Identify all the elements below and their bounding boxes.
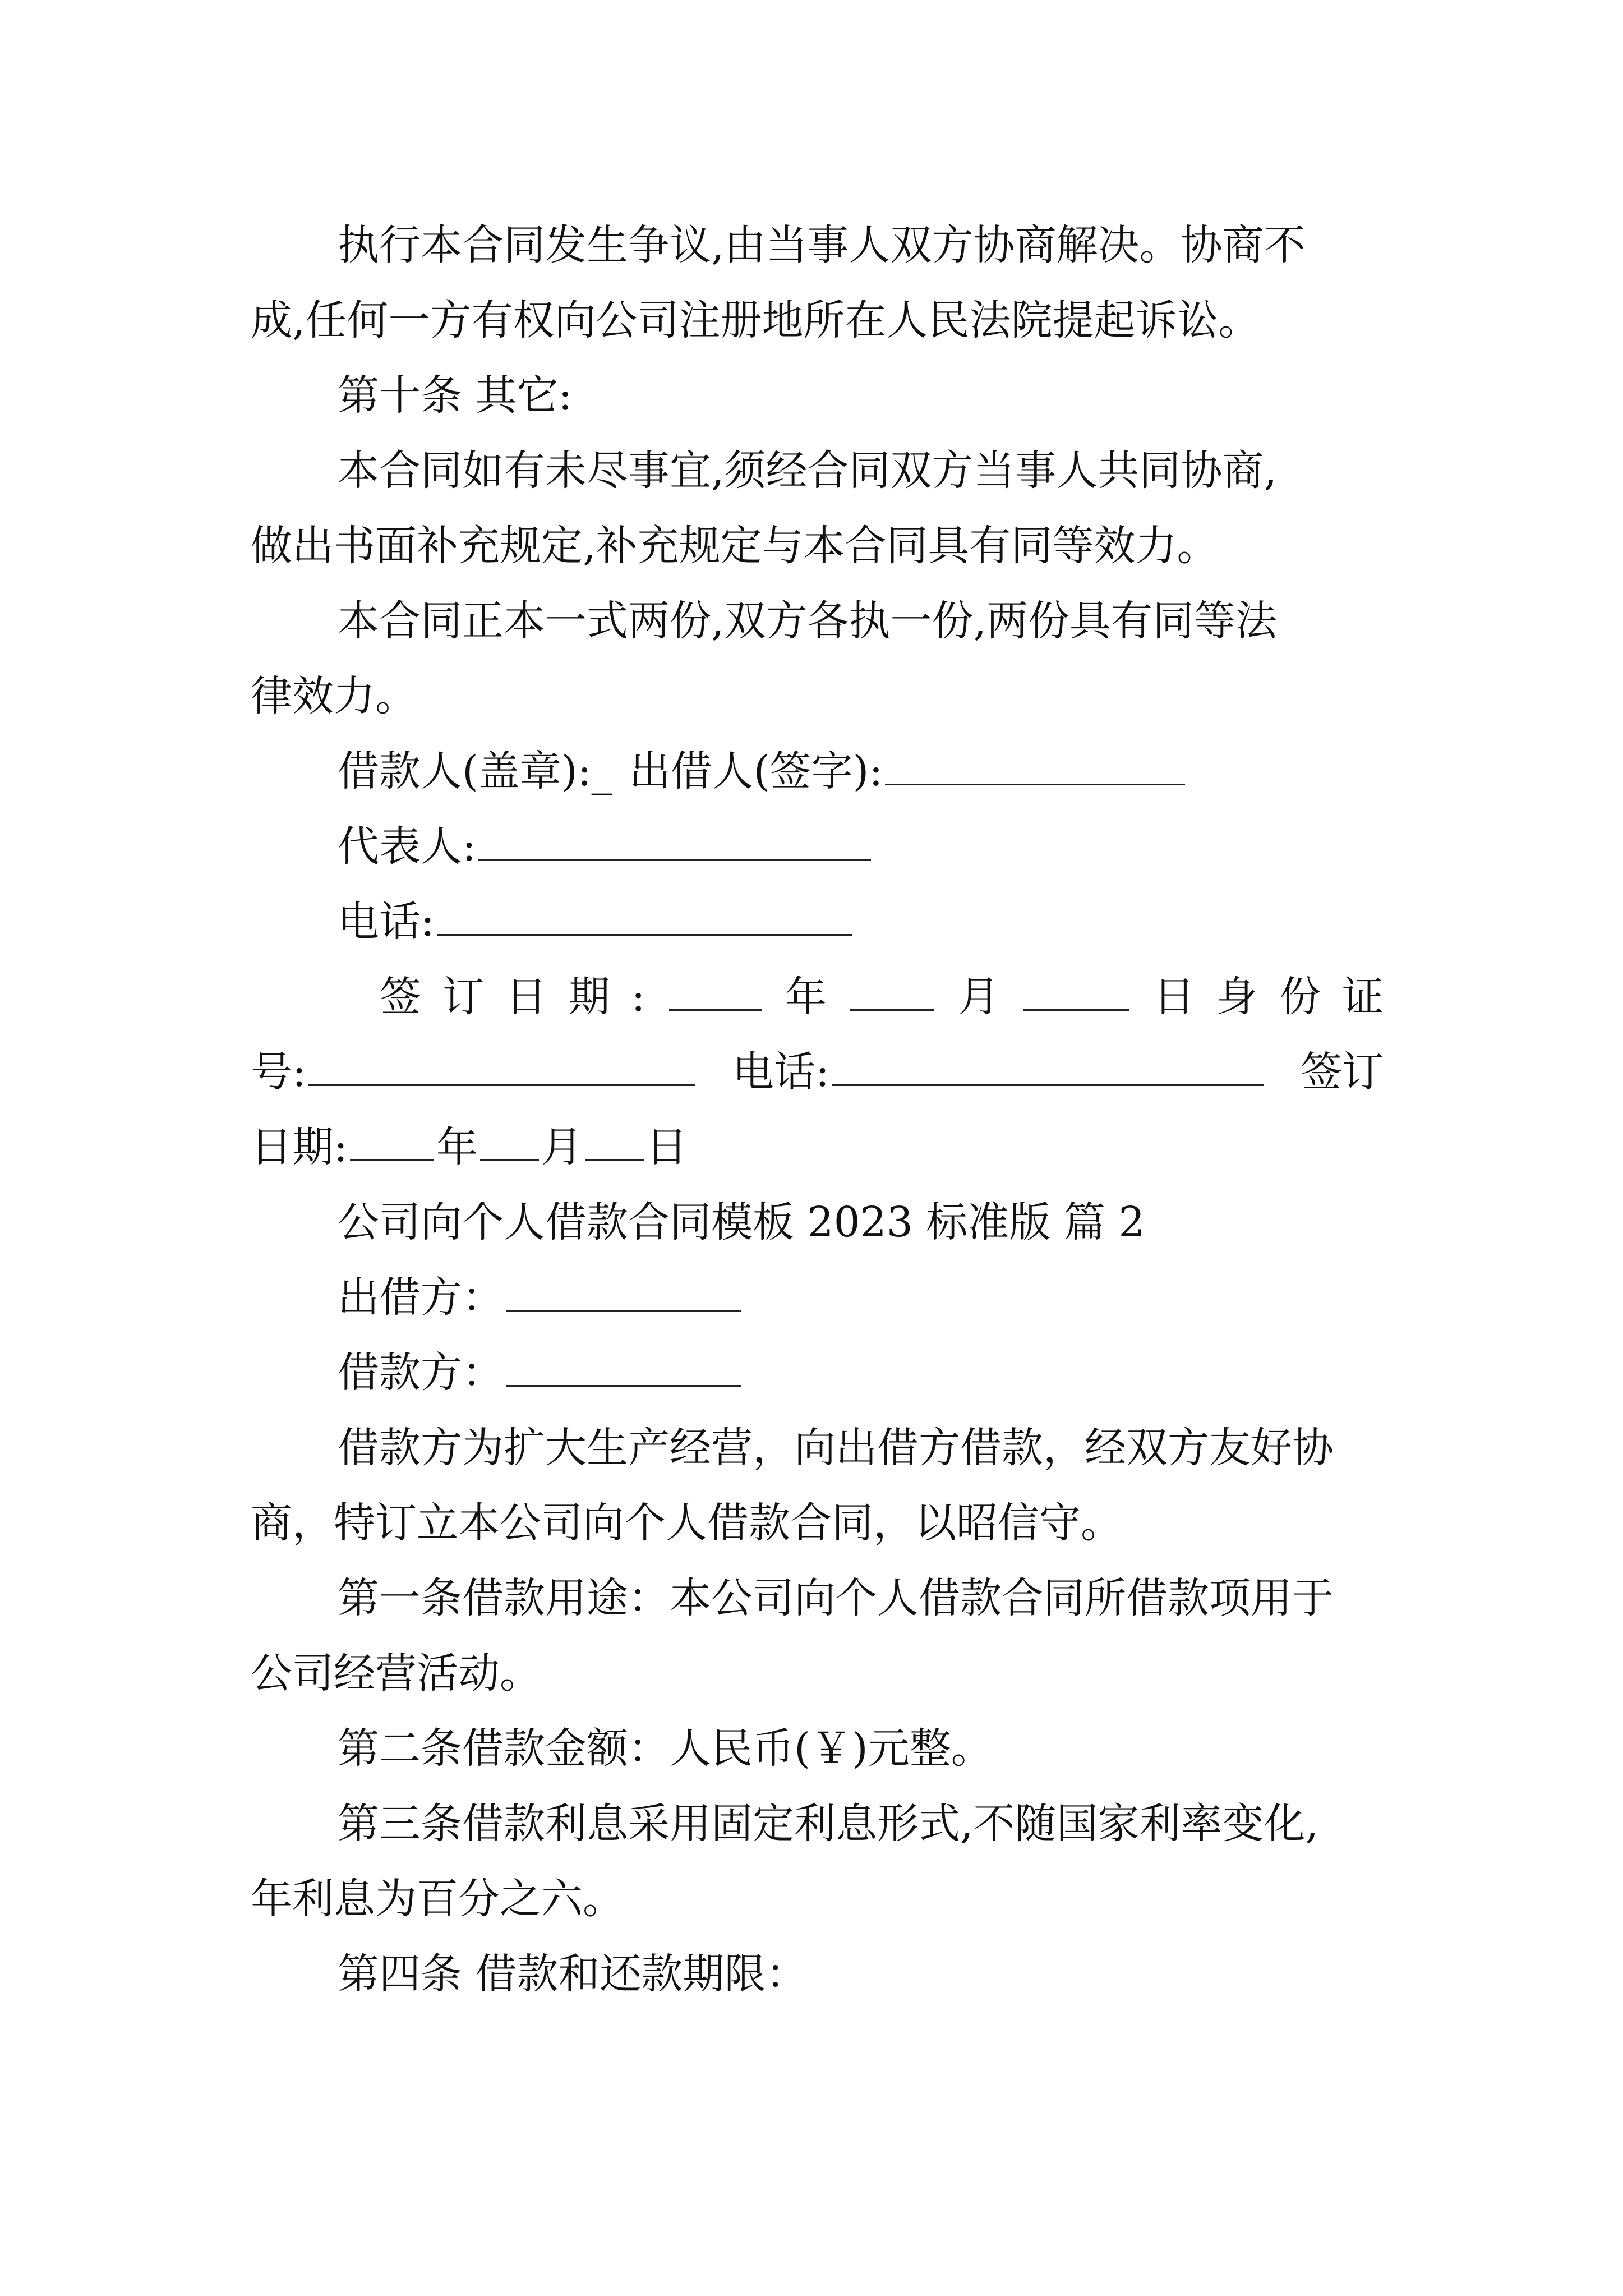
sign-label-tail: 签订: [1301, 1048, 1384, 1096]
article-3-line: 第三条借款利息采用固定利息形式,不随国家利率变化,: [338, 1800, 1319, 1848]
sign-date-line: [251, 959, 1384, 1034]
id-char: 证: [1341, 973, 1384, 1021]
paragraph-line: 本合同如有未尽事宜,须经合同双方当事人共同协商,: [338, 447, 1278, 495]
paragraph-line: 借款方为扩大生产经营，向出借方借款，经双方友好协: [338, 1424, 1334, 1472]
article-1-line: 第一条借款用途：本公司向个人借款合同所借款项用于: [338, 1574, 1334, 1622]
date2-line: [251, 1110, 1384, 1185]
sign-char: 订: [442, 973, 485, 1021]
article-3-line: 年利息为百分之六。: [251, 1875, 624, 1923]
article-1-line: 公司经营活动。: [251, 1649, 541, 1697]
month-label: 月: [958, 973, 1000, 1021]
id-number-label: 号:: [251, 1048, 306, 1096]
lender-blank: [506, 1277, 741, 1312]
representative-blank: [478, 826, 871, 861]
id-phone-line: [251, 1034, 1384, 1110]
phone-line: [251, 884, 1384, 959]
article-heading: 第十条 其它:: [338, 371, 573, 420]
month-blank: [850, 977, 934, 1011]
borrower-label: 借款方：: [338, 1349, 504, 1397]
id-char: 身: [1216, 973, 1258, 1021]
lender-label: 出借方：: [338, 1273, 504, 1322]
id-number-blank: [308, 1052, 695, 1086]
sign-char: 签: [380, 973, 421, 1021]
year-label: 年: [785, 973, 827, 1021]
day2-blank: [585, 1127, 644, 1161]
paragraph-line: 本合同正本一式两份,双方各执一份,两份具有同等法: [338, 597, 1278, 645]
sign-char: 日: [505, 973, 547, 1021]
signature-borrower-lender-line: [251, 734, 1384, 809]
phone2-label: 电话:: [732, 1048, 829, 1096]
date2-label: 日期:: [251, 1123, 348, 1171]
borrower-blank: [506, 1352, 741, 1387]
year-blank: [669, 977, 762, 1011]
phone-label: 电话:: [338, 898, 435, 946]
day-label: 日: [1153, 973, 1195, 1021]
day-blank: [1023, 977, 1129, 1011]
paragraph-line: 商，特订立本公司向个人借款合同，以昭信守。: [251, 1499, 1122, 1547]
month2-blank: [480, 1127, 539, 1161]
lender-sign-blank: [885, 751, 1185, 785]
paragraph-line: 做出书面补充规定,补充规定与本合同具有同等效力。: [251, 522, 1219, 570]
sign-char: :: [631, 973, 645, 1021]
article-2-line: 第二条借款金额：人民币(￥)元整。: [338, 1724, 993, 1773]
year2-blank: [350, 1127, 434, 1161]
paragraph-line: 律效力。: [251, 672, 417, 720]
month2-label: 月: [541, 1123, 583, 1171]
sign-char: 期: [568, 973, 610, 1021]
phone2-blank: [832, 1052, 1264, 1086]
borrower-stamp-label: 借款人(盖章):_: [338, 747, 612, 795]
paragraph-line: 成,任何一方有权向公司注册地所在人民法院提起诉讼。: [251, 296, 1260, 344]
document-body: [251, 208, 1384, 2012]
representative-label: 代表人:: [338, 822, 476, 871]
article-4-heading: 第四条 借款和还款期限：: [338, 1950, 808, 1998]
phone-blank: [437, 901, 852, 936]
lender-line: [251, 1260, 1384, 1335]
day2-label: 日: [645, 1123, 688, 1171]
representative-line: [251, 809, 1384, 884]
id-char: 份: [1279, 973, 1321, 1021]
paragraph-line: 执行本合同发生争议,由当事人双方协商解决。协商不: [338, 221, 1306, 269]
lender-sign-label: 出借人(签字):: [629, 747, 883, 795]
borrower-line: [251, 1335, 1384, 1410]
section-title: 公司向个人借款合同模板 2023 标准版 篇 2: [338, 1198, 1145, 1246]
year2-label: 年: [436, 1123, 478, 1171]
